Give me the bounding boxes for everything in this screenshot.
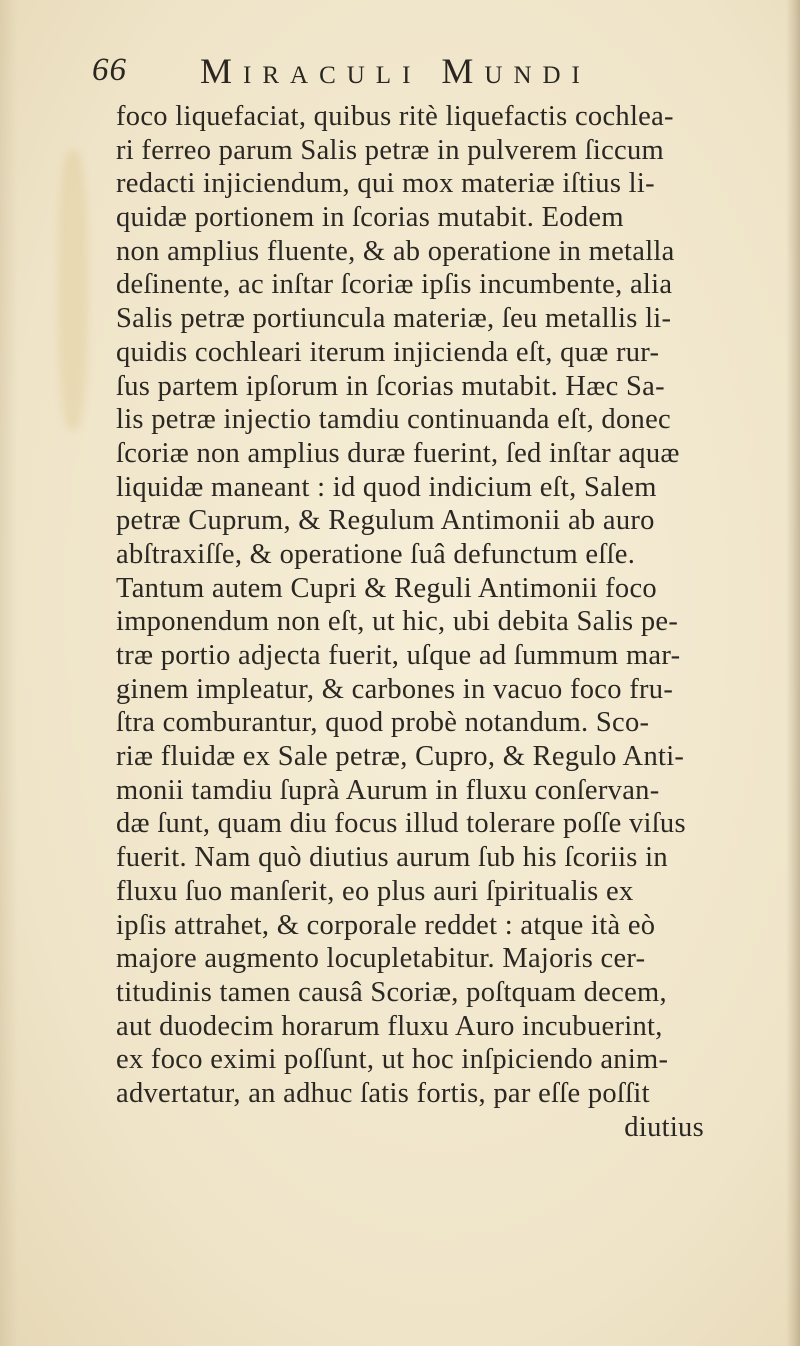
text-line: liquidæ maneant : id quod indicium eſt, Salem (116, 471, 657, 503)
text-line: træ portio adjecta fuerit, uſque ad ſummum mar- (116, 640, 681, 671)
text-line: non amplius fluente, & ab operatione in metalla (116, 235, 675, 267)
catchword: diutius (624, 1111, 704, 1143)
text-line: ſtra comburantur, quod probè notandum. Sco- (116, 707, 650, 739)
text-line: riæ fluidæ ex Sale petræ, Cupro, & Regulo Anti- (116, 741, 685, 773)
text-line: fuerit. Nam quò diutius aurum ſub his ſcoriis in (116, 842, 668, 874)
text-line: ex foco eximi poſſunt, ut hoc inſpiciendo anim- (116, 1044, 669, 1076)
text-line: quidæ portionem in ſcorias mutabit. Eodem (116, 202, 624, 234)
text-line: ginem impleatur, & carbones in vacuo foco fru- (116, 673, 674, 705)
text-line: Tantum autem Cupri & Reguli Antimonii foco (116, 572, 657, 604)
text-line: ipſis attrahet, & corporale reddet : atque ità eò (116, 909, 656, 941)
page-header (92, 52, 732, 102)
text-line: foco liquefaciat, quibus ritè liquefactis cochlea- (116, 101, 674, 132)
text-line: quidis cochleari iterum injicienda eſt, quæ rur- (116, 336, 660, 368)
text-line: deſinente, ac inſtar ſcoriæ ipſis incumbente, alia (116, 269, 673, 301)
text-line: fluxu ſuo manſerit, eo plus auri ſpiritualis ex (116, 875, 634, 907)
page-gutter-shadow (0, 0, 18, 1346)
text-line: abſtraxiſſe, & operatione ſuâ defunctum eſſe. (116, 538, 636, 570)
text-line: advertatur, an adhuc ſatis fortis, par eſſe poſſit (116, 1077, 650, 1109)
text-line: lis petræ injectio tamdiu continuanda eſt, donec (116, 404, 671, 436)
paper-stain (58, 150, 88, 430)
text-line: ri ferreo parum Salis petræ in pulverem ſiccum (116, 134, 665, 166)
text-line: aut duodecim horarum fluxu Auro incubuerint, (116, 1010, 663, 1042)
text-line: monii tamdiu ſuprà Aurum in fluxu conſervan- (116, 774, 660, 806)
text-line: redacti injiciendum, qui mox materiæ iſtius li- (116, 168, 655, 200)
text-line: dæ ſunt, quam diu focus illud tolerare poſſe viſus (116, 808, 686, 840)
text-line: ſcoriæ non amplius duræ fuerint, ſed inſtar aquæ (116, 437, 680, 469)
text-line: Salis petræ portiuncula materiæ, ſeu metallis li- (116, 303, 672, 335)
running-head: Miraculi Mundi (200, 51, 591, 91)
text-line: imponendum non eſt, ut hic, ubi debita Salis pe- (116, 606, 679, 638)
text-line: petræ Cuprum, & Regulum Antimonii ab auro (116, 505, 655, 537)
text-line: ſus partem ipſorum in ſcorias mutabit. Hæc Sa- (116, 370, 665, 402)
text-line: titudinis tamen causâ Scoriæ, poſtquam decem, (116, 976, 667, 1008)
body-text (116, 100, 796, 1144)
page-number: 66 (92, 52, 127, 88)
text-line: majore augmento locupletabitur. Majoris cer- (116, 943, 646, 975)
